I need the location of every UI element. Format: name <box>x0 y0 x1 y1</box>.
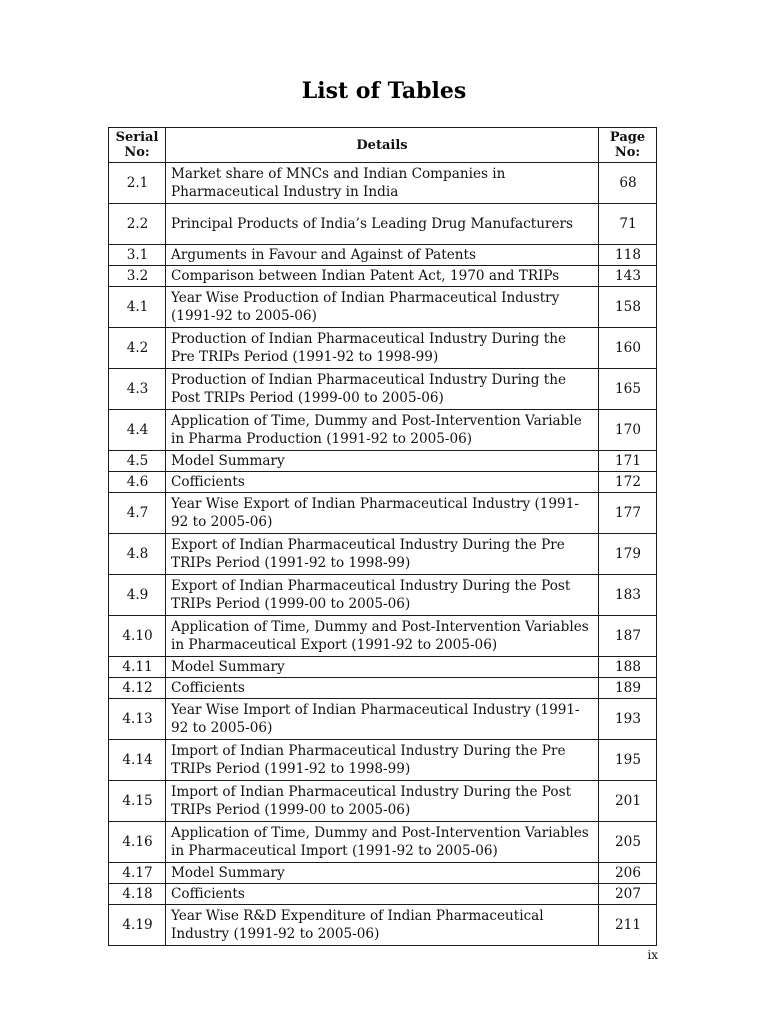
page-cell: 187 <box>599 616 657 657</box>
table-row <box>109 905 657 946</box>
details-cell: Application of Time, Dummy and Post-Intervention Variables in Pharmaceutical Import (1991-92 to 2005-06) <box>166 822 599 863</box>
details-cell: Production of Indian Pharmaceutical Industry During the Post TRIPs Period (1999-00 to 2005-06) <box>166 369 599 410</box>
page-cell: 165 <box>599 369 657 410</box>
table-row <box>109 369 657 410</box>
page-cell: 177 <box>599 493 657 534</box>
table-row <box>109 678 657 699</box>
table-row <box>109 328 657 369</box>
serial-cell: 4.6 <box>109 472 166 493</box>
page-cell: 143 <box>599 266 657 287</box>
serial-cell: 4.18 <box>109 884 166 905</box>
page-cell: 201 <box>599 781 657 822</box>
table-row <box>109 575 657 616</box>
details-cell: Year Wise Import of Indian Pharmaceutical Industry (1991-92 to 2005-06) <box>166 699 599 740</box>
page-cell: 171 <box>599 451 657 472</box>
page-no-header: Page No: <box>599 128 657 163</box>
serial-cell: 4.2 <box>109 328 166 369</box>
details-cell: Year Wise Export of Indian Pharmaceutical Industry (1991-92 to 2005-06) <box>166 493 599 534</box>
details-cell: Market share of MNCs and Indian Companies in Pharmaceutical Industry in India <box>166 163 599 204</box>
details-cell: Year Wise Production of Indian Pharmaceutical Industry (1991-92 to 2005-06) <box>166 287 599 328</box>
details-cell: Cofficients <box>166 884 599 905</box>
serial-cell: 4.17 <box>109 863 166 884</box>
list-of-tables <box>108 127 657 946</box>
page-cell: 211 <box>599 905 657 946</box>
page-cell: 183 <box>599 575 657 616</box>
serial-no-header: Serial No: <box>109 128 166 163</box>
page-cell: 189 <box>599 678 657 699</box>
details-cell: Comparison between Indian Patent Act, 1970 and TRIPs <box>166 266 599 287</box>
serial-cell: 4.15 <box>109 781 166 822</box>
page-cell: 207 <box>599 884 657 905</box>
page-cell: 118 <box>599 245 657 266</box>
page-cell: 179 <box>599 534 657 575</box>
table-row <box>109 884 657 905</box>
serial-cell: 4.1 <box>109 287 166 328</box>
table-row <box>109 163 657 204</box>
details-cell: Principal Products of India’s Leading Drug Manufacturers <box>166 204 599 245</box>
details-cell: Application of Time, Dummy and Post-Intervention Variable in Pharma Production (1991-92 to 2005-06) <box>166 410 599 451</box>
table-row <box>109 740 657 781</box>
details-cell: Model Summary <box>166 657 599 678</box>
table-row <box>109 451 657 472</box>
table-row <box>109 266 657 287</box>
table-row <box>109 472 657 493</box>
table-row <box>109 657 657 678</box>
serial-cell: 4.11 <box>109 657 166 678</box>
serial-cell: 4.16 <box>109 822 166 863</box>
table-row <box>109 699 657 740</box>
serial-cell: 2.2 <box>109 204 166 245</box>
page-cell: 68 <box>599 163 657 204</box>
details-cell: Arguments in Favour and Against of Patents <box>166 245 599 266</box>
table-row <box>109 863 657 884</box>
table-header-row <box>109 128 657 163</box>
serial-cell: 4.4 <box>109 410 166 451</box>
serial-cell: 4.10 <box>109 616 166 657</box>
details-cell: Application of Time, Dummy and Post-Intervention Variables in Pharmaceutical Export (1991-92 to 2005-06) <box>166 616 599 657</box>
serial-cell: 4.12 <box>109 678 166 699</box>
details-cell: Year Wise R&D Expenditure of Indian Pharmaceutical Industry (1991-92 to 2005-06) <box>166 905 599 946</box>
table-row <box>109 204 657 245</box>
details-cell: Export of Indian Pharmaceutical Industry During the Post TRIPs Period (1999-00 to 2005-06) <box>166 575 599 616</box>
page-cell: 195 <box>599 740 657 781</box>
serial-cell: 3.1 <box>109 245 166 266</box>
page-title: List of Tables <box>301 78 467 104</box>
serial-cell: 4.13 <box>109 699 166 740</box>
details-cell: Import of Indian Pharmaceutical Industry During the Post TRIPs Period (1999-00 to 2005-06) <box>166 781 599 822</box>
details-cell: Cofficients <box>166 678 599 699</box>
page-cell: 193 <box>599 699 657 740</box>
page-cell: 160 <box>599 328 657 369</box>
table-row <box>109 410 657 451</box>
table-row <box>109 493 657 534</box>
details-cell: Model Summary <box>166 863 599 884</box>
serial-cell: 4.7 <box>109 493 166 534</box>
details-cell: Export of Indian Pharmaceutical Industry During the Pre TRIPs Period (1991-92 to 1998-99) <box>166 534 599 575</box>
table-row <box>109 822 657 863</box>
page-cell: 170 <box>599 410 657 451</box>
serial-cell: 4.8 <box>109 534 166 575</box>
table-row <box>109 616 657 657</box>
serial-cell: 4.9 <box>109 575 166 616</box>
details-header: Details <box>166 128 599 163</box>
page-cell: 188 <box>599 657 657 678</box>
serial-cell: 4.14 <box>109 740 166 781</box>
serial-cell: 3.2 <box>109 266 166 287</box>
table-row <box>109 287 657 328</box>
page-cell: 205 <box>599 822 657 863</box>
page-number: ix <box>647 948 658 962</box>
table-row <box>109 245 657 266</box>
serial-cell: 4.5 <box>109 451 166 472</box>
page-cell: 172 <box>599 472 657 493</box>
details-cell: Model Summary <box>166 451 599 472</box>
serial-cell: 2.1 <box>109 163 166 204</box>
details-cell: Import of Indian Pharmaceutical Industry During the Pre TRIPs Period (1991-92 to 1998-99) <box>166 740 599 781</box>
serial-cell: 4.3 <box>109 369 166 410</box>
page-cell: 206 <box>599 863 657 884</box>
table-row <box>109 534 657 575</box>
details-cell: Cofficients <box>166 472 599 493</box>
details-cell: Production of Indian Pharmaceutical Industry During the Pre TRIPs Period (1991-92 to 1998-99) <box>166 328 599 369</box>
page-cell: 158 <box>599 287 657 328</box>
table-row <box>109 781 657 822</box>
page-cell: 71 <box>599 204 657 245</box>
serial-cell: 4.19 <box>109 905 166 946</box>
